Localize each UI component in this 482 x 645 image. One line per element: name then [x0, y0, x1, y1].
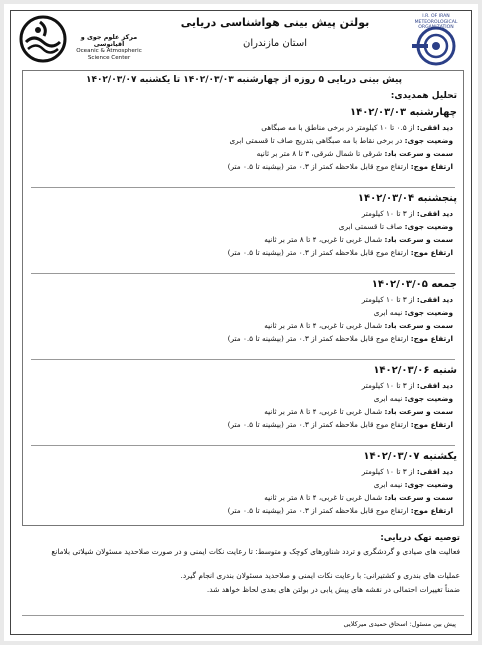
day-separator: [31, 273, 455, 274]
day-title: جمعه ۱۴۰۲/۰۳/۰۵: [371, 279, 457, 290]
day-block: [23, 363, 463, 445]
day-title: شنبه ۱۴۰۲/۰۳/۰۶: [373, 365, 457, 376]
forecast-box: [22, 70, 464, 526]
day-block: [23, 277, 463, 359]
wave-row: ارتفاع موج: ارتفاع موج قابل ملاحظه کمتر از ۰.۳ متر (بیشینه تا ۰.۵ متر): [227, 420, 453, 429]
oasc-logo-text: مرکز علوم جوی و اقیانوسی Oceanic & Atmospheric Science Center: [76, 33, 142, 61]
province-subtitle: استان مازندران: [243, 38, 307, 49]
day-block: [23, 449, 463, 525]
forecast-title: پیش بینی دریایی ۵ روزه از چهارشنبه ۱۴۰۲/۰۳/۰۳ تا یکشنبه ۱۴۰۲/۰۳/۰۷: [85, 75, 403, 85]
day-separator: [31, 187, 455, 188]
visibility-row: دید افقی: از ۳ تا ۱۰ کیلومتر: [361, 209, 453, 218]
weather-row: وضعیت جوی: نیمه ابری: [373, 308, 453, 317]
day-title: یکشنبه ۱۴۰۲/۰۳/۰۷: [363, 451, 457, 462]
synoptic-label: تحلیل همدیدی:: [390, 91, 457, 101]
wind-row: سمت و سرعت باد: شمال غربی تا غربی، ۴ تا ۸ متر بر ثانیه: [264, 235, 453, 244]
day-block: [23, 191, 463, 273]
weather-row: وضعیت جوی: نیمه ابری: [373, 394, 453, 403]
header: [10, 10, 472, 68]
day-title: چهارشنبه ۱۴۰۲/۰۳/۰۳: [349, 107, 457, 118]
weather-row: وضعیت جوی: نیمه ابری: [373, 480, 453, 489]
wave-row: ارتفاع موج: ارتفاع موج قابل ملاحظه کمتر از ۰.۳ متر (بیشینه تا ۰.۵ متر): [227, 248, 453, 257]
wave-row: ارتفاع موج: ارتفاع موج قابل ملاحظه کمتر از ۰.۳ متر (بیشینه تا ۰.۵ متر): [227, 162, 453, 171]
advisory-line: ضمناً تغییرات احتمالی در نقشه های پیش یابی در بولتن های بعدی لحاظ خواهد شد.: [206, 585, 460, 594]
weather-row: وضعیت جوی: صاف تا قسمتی ابری: [338, 222, 453, 231]
weather-row: وضعیت جوی: در برخی نقاط با مه صبگاهی بتدریج صاف تا قسمتی ابری: [229, 136, 453, 145]
irimo-emblem-icon: [410, 22, 462, 66]
irimo-logo-text: I.R. OF IRAN METEOROLOGICAL ORGANIZATION: [414, 14, 458, 30]
bulletin-title: بولتن پیش بینی هواشناسی دریایی: [180, 16, 370, 29]
wind-row: سمت و سرعت باد: شمال غربی تا غربی، ۴ تا ۸ متر بر ثانیه: [264, 407, 453, 416]
advisory-title: توصیه تهک دریایی:: [380, 533, 460, 543]
visibility-row: دید افقی: از ۳ تا ۱۰ کیلومتر: [361, 467, 453, 476]
wave-row: ارتفاع موج: ارتفاع موج قابل ملاحظه کمتر از ۰.۳ متر (بیشینه تا ۰.۵ متر): [227, 334, 453, 343]
wave-row: ارتفاع موج: ارتفاع موج قابل ملاحظه کمتر از ۰.۳ متر (بیشینه تا ۰.۵ متر): [227, 506, 453, 515]
wind-row: سمت و سرعت باد: شمال غربی تا غربی، ۴ تا ۸ متر بر ثانیه: [264, 493, 453, 502]
irimo-logo: [406, 14, 466, 68]
bulletin-page: [4, 4, 478, 641]
visibility-row: دید افقی: از ۰.۵ تا ۱۰ کیلومتر در برخی مناطق با مه صبگاهی: [261, 123, 453, 132]
wind-row: سمت و سرعت باد: شرقی تا شمال شرقی، ۳ تا ۸ متر بر ثانیه: [256, 149, 453, 158]
oasc-logo: [18, 14, 148, 68]
oasc-emblem-icon: [18, 14, 68, 64]
wind-row: سمت و سرعت باد: شمال غربی تا غربی، ۴ تا ۸ متر بر ثانیه: [264, 321, 453, 330]
day-block: [23, 105, 463, 187]
advisory-line: فعالیت های صیادی و گردشگری و تردد شناورهای کوچک و متوسط: تا رعایت نکات ایمنی و در صورت صلاحدید مسئولان شیلاتی بلامانع: [51, 547, 460, 556]
day-separator: [31, 445, 455, 446]
forecaster-name: پیش بین مسئول: اسحاق حمیدی میرکلایی: [343, 620, 456, 628]
advisory-section: [22, 529, 464, 609]
visibility-row: دید افقی: از ۳ تا ۱۰ کیلومتر: [361, 295, 453, 304]
day-title: پنجشنبه ۱۴۰۲/۰۳/۰۴: [357, 193, 457, 204]
footer: [22, 615, 464, 634]
advisory-line: عملیات های بندری و کشتیرانی: با رعایت نکات ایمنی و صلاحدید مسئولان بندری انجام گیرد.: [180, 571, 460, 580]
day-separator: [31, 359, 455, 360]
visibility-row: دید افقی: از ۳ تا ۱۰ کیلومتر: [361, 381, 453, 390]
